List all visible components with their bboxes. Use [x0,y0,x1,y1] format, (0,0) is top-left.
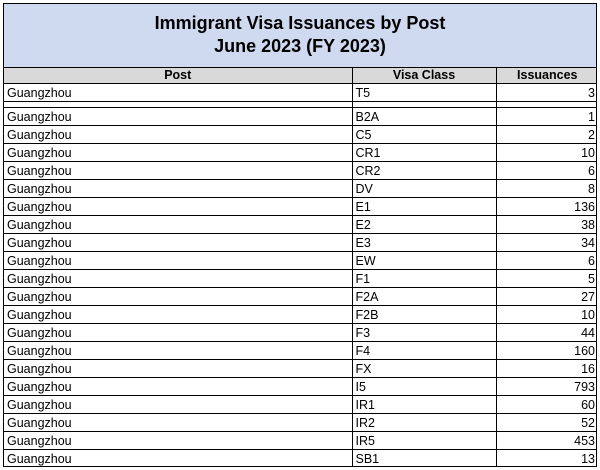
cell-post: Guangzhou [4,324,352,342]
cell-visa-class: E3 [352,234,496,252]
cell-visa-class: F2A [352,288,496,306]
cell-post: Guangzhou [4,432,352,450]
cell-post: Guangzhou [4,234,352,252]
table-row [4,324,597,342]
table-row [4,162,597,180]
cell-post: Guangzhou [4,378,352,396]
cell-post: Guangzhou [4,108,352,126]
cell-issuances: 136 [496,198,597,216]
title-block [4,4,596,68]
table-body [4,84,597,468]
column-header-visa-class: Visa Class [352,68,496,84]
table-row [4,432,597,450]
cell-visa-class: FX [352,360,496,378]
column-header-issuances: Issuances [496,68,597,84]
table-row [4,450,597,468]
cell-post: Guangzhou [4,360,352,378]
cell-post: Guangzhou [4,270,352,288]
cell-visa-class: I5 [352,378,496,396]
cell-visa-class: DV [352,180,496,198]
cell-post: Guangzhou [4,306,352,324]
table-row [4,360,597,378]
cell-issuances: 16 [496,360,597,378]
table-row [4,270,597,288]
cell-post: Guangzhou [4,84,352,102]
column-header-post: Post [4,68,352,84]
cell-visa-class: EW [352,252,496,270]
cell-visa-class: E1 [352,198,496,216]
issuances-table [4,68,597,467]
table-row [4,396,597,414]
page-subtitle: June 2023 (FY 2023) [214,36,386,56]
cell-issuances: 2 [496,126,597,144]
cell-issuances: 6 [496,252,597,270]
cell-issuances: 13 [496,450,597,468]
cell-post: Guangzhou [4,216,352,234]
cell-visa-class: F2B [352,306,496,324]
table-row [4,288,597,306]
cell-visa-class: E2 [352,216,496,234]
cell-visa-class: F3 [352,324,496,342]
cell-post: Guangzhou [4,126,352,144]
cell-post: Guangzhou [4,180,352,198]
cell-post: Guangzhou [4,162,352,180]
cell-post: Guangzhou [4,414,352,432]
table-row [4,306,597,324]
cell-visa-class: CR1 [352,144,496,162]
cell-visa-class: T5 [352,84,496,102]
cell-post: Guangzhou [4,288,352,306]
cell-post: Guangzhou [4,252,352,270]
page-title: Immigrant Visa Issuances by Post [154,13,446,33]
cell-visa-class: IR1 [352,396,496,414]
cell-issuances: 5 [496,270,597,288]
cell-issuances: 44 [496,324,597,342]
cell-issuances: 3 [496,84,597,102]
table-row [4,108,597,126]
cell-issuances: 10 [496,144,597,162]
table-row [4,84,597,102]
cell-post: Guangzhou [4,450,352,468]
cell-issuances: 27 [496,288,597,306]
cell-issuances: 160 [496,342,597,360]
cell-issuances: 10 [496,306,597,324]
document-frame [3,3,597,467]
cell-visa-class: IR2 [352,414,496,432]
table-row [4,216,597,234]
table-row [4,378,597,396]
table-row [4,414,597,432]
cell-post: Guangzhou [4,198,352,216]
cell-issuances: 38 [496,216,597,234]
cell-visa-class: F1 [352,270,496,288]
cell-post: Guangzhou [4,396,352,414]
table-row [4,198,597,216]
table-row [4,252,597,270]
cell-issuances: 8 [496,180,597,198]
cell-visa-class: C5 [352,126,496,144]
cell-post: Guangzhou [4,144,352,162]
cell-visa-class: CR2 [352,162,496,180]
table-row [4,342,597,360]
table-row [4,234,597,252]
cell-issuances: 52 [496,414,597,432]
cell-post: Guangzhou [4,342,352,360]
cell-issuances: 34 [496,234,597,252]
table-row [4,180,597,198]
table-header-row [4,68,597,84]
table-row [4,144,597,162]
cell-issuances: 453 [496,432,597,450]
cell-visa-class: IR5 [352,432,496,450]
cell-visa-class: B2A [352,108,496,126]
cell-issuances: 1 [496,108,597,126]
cell-issuances: 60 [496,396,597,414]
cell-visa-class: SB1 [352,450,496,468]
table-row [4,126,597,144]
cell-issuances: 6 [496,162,597,180]
cell-issuances: 793 [496,378,597,396]
cell-visa-class: F4 [352,342,496,360]
